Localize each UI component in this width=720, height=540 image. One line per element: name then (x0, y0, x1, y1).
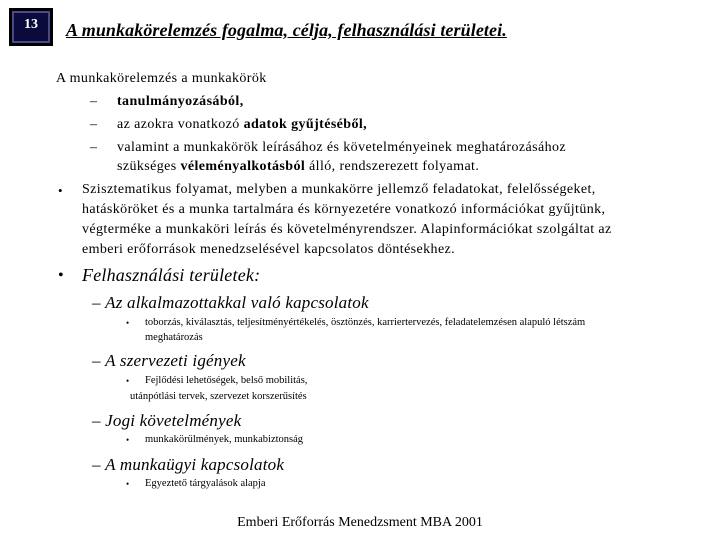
dash-item-2: az azokra vonatkozó adatok gyűjtéséből, (117, 117, 368, 132)
bullet-dot: • (58, 183, 63, 198)
use-1-detail-line2: meghatározás (145, 332, 203, 343)
use-2-detail-line1: Fejlődési lehetőségek, belső mobilitás, (145, 375, 308, 386)
paragraph-line-3: végterméke a munkaköri leírás és követelményrendszer. Alapinformációkat szolgáltat az (82, 222, 612, 237)
use-2-detail-line2: utánpótlási tervek, szervezet korszerűsítés (130, 391, 307, 402)
use-heading-3: – Jogi követelmények (92, 411, 242, 430)
slide-number: 13 (24, 17, 38, 32)
sub-bullet-dot: • (126, 479, 130, 489)
sub-bullet-dot: • (126, 435, 130, 445)
dash-marker: – (90, 140, 97, 155)
use-1-detail-line1: toborzás, kiválasztás, teljesítményértékelés, ösztönzés, karriertervezés, feladatelemzésen alapuló létszám (145, 317, 586, 328)
sub-bullet-dot: • (126, 376, 130, 386)
use-heading-1: – Az alkalmazottakkal való kapcsolatok (92, 293, 369, 312)
dash-marker: – (90, 117, 97, 132)
paragraph-line-2: hatásköröket és a munka tartalmára és környezetére vonatkozó információkat gyűjtünk, (82, 202, 606, 217)
slide-number-badge (9, 8, 53, 46)
bullet-dot: • (58, 267, 64, 284)
use-3-detail-line1: munkakörülmények, munkabiztonság (145, 434, 304, 445)
dash-item-3-line2: szükséges véleményalkotásból álló, rendszerezett folyamat. (117, 159, 480, 174)
use-heading-4: – A munkaügyi kapcsolatok (92, 455, 285, 474)
dash-marker: – (90, 94, 97, 109)
paragraph-line-4: emberi erőforrások menedzselésével kapcsolatos döntésekhez. (82, 242, 456, 257)
paragraph-line-1: Szisztematikus folyamat, melyben a munkakörre jellemző feladatokat, felelősségeket, (82, 182, 596, 197)
use-heading-2: – A szervezeti igények (92, 351, 246, 370)
slide-title: A munkakörelemzés fogalma, célja, felhasználási területei. (66, 20, 507, 40)
sub-bullet-dot: • (126, 318, 130, 328)
footer: Emberi Erőforrás Menedzsment MBA 2001 (237, 515, 483, 530)
dash-item-3-line1: valamint a munkakörök leírásához és követelményeinek meghatározásához (117, 140, 566, 155)
dash-item-1: tanulmányozásából, (117, 94, 244, 109)
uses-heading: Felhasználási területek: (82, 265, 261, 285)
use-4-detail-line1: Egyeztető tárgyalások alapja (145, 478, 266, 489)
intro-text: A munkakörelemzés a munkakörök (56, 71, 267, 86)
